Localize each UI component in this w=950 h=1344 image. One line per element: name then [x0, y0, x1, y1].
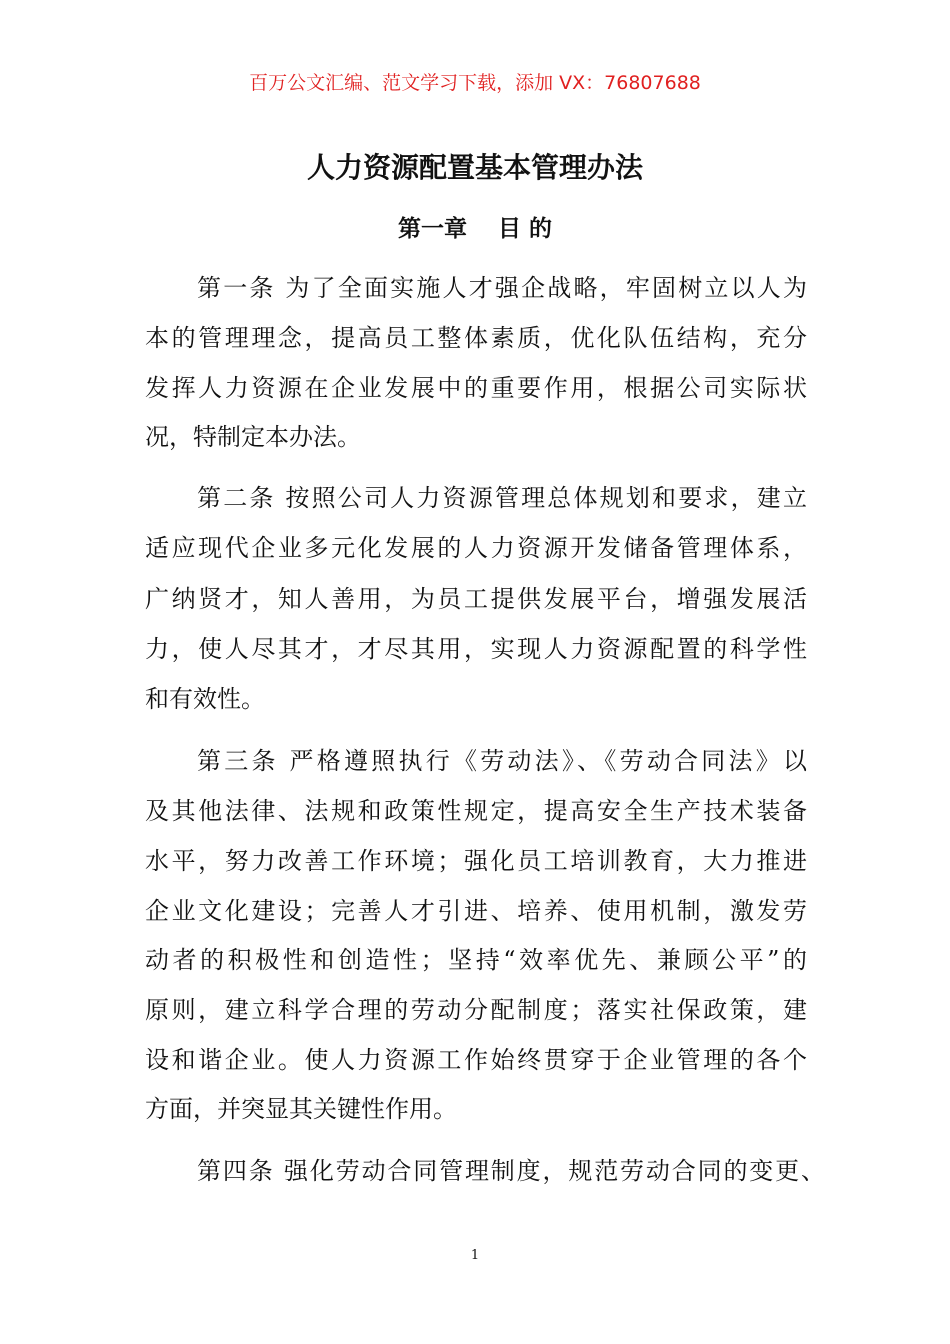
- document-title: 人力资源配置基本管理办法: [306, 151, 643, 184]
- chapter-heading: 第一章 目 的: [397, 215, 552, 242]
- text-line: 第二条 按照公司人力资源管理总体规划和要求，建立: [197, 484, 807, 512]
- text-line: 适应现代企业多元化发展的人力资源开发储备管理体系，: [145, 534, 807, 562]
- text-line: 设和谐企业。使人力资源工作始终贯穿于企业管理的各个: [145, 1046, 807, 1074]
- text-line: 广纳贤才，知人善用，为员工提供发展平台，增强发展活: [145, 585, 807, 613]
- page-number: 1: [470, 1248, 480, 1263]
- text-line: 第三条 严格遵照执行《劳动法》、《劳动合同法》以: [197, 747, 807, 775]
- text-line: 及其他法律、法规和政策性规定，提高安全生产技术装备: [145, 797, 807, 825]
- text-line: 和有效性。: [145, 685, 265, 713]
- text-line: 方面，并突显其关键性作用。: [145, 1095, 457, 1123]
- text-line: 水平，努力改善工作环境；强化员工培训教育，大力推进: [145, 847, 807, 875]
- text-line: 力，使人尽其才，才尽其用，实现人力资源配置的科学性: [145, 635, 807, 663]
- text-line: 企业文化建设；完善人才引进、培养、使用机制，激发劳: [145, 897, 807, 925]
- text-line: 动者的积极性和创造性；坚持“效率优先、兼顾公平”的: [145, 946, 807, 974]
- text-line: 第一条 为了全面实施人才强企战略，牢固树立以人为: [197, 274, 807, 302]
- text-line: 原则，建立科学合理的劳动分配制度；落实社保政策，建: [145, 996, 807, 1024]
- watermark-banner: 百万公文汇编、范文学习下载，添加 VX：76807688: [249, 72, 701, 94]
- text-line: 第四条 强化劳动合同管理制度，规范劳动合同的变更、: [197, 1157, 825, 1185]
- text-line: 发挥人力资源在企业发展中的重要作用，根据公司实际状: [145, 374, 807, 402]
- text-line: 况，特制定本办法。: [145, 423, 361, 451]
- text-line: 本的管理理念，提高员工整体素质，优化队伍结构，充分: [145, 324, 807, 352]
